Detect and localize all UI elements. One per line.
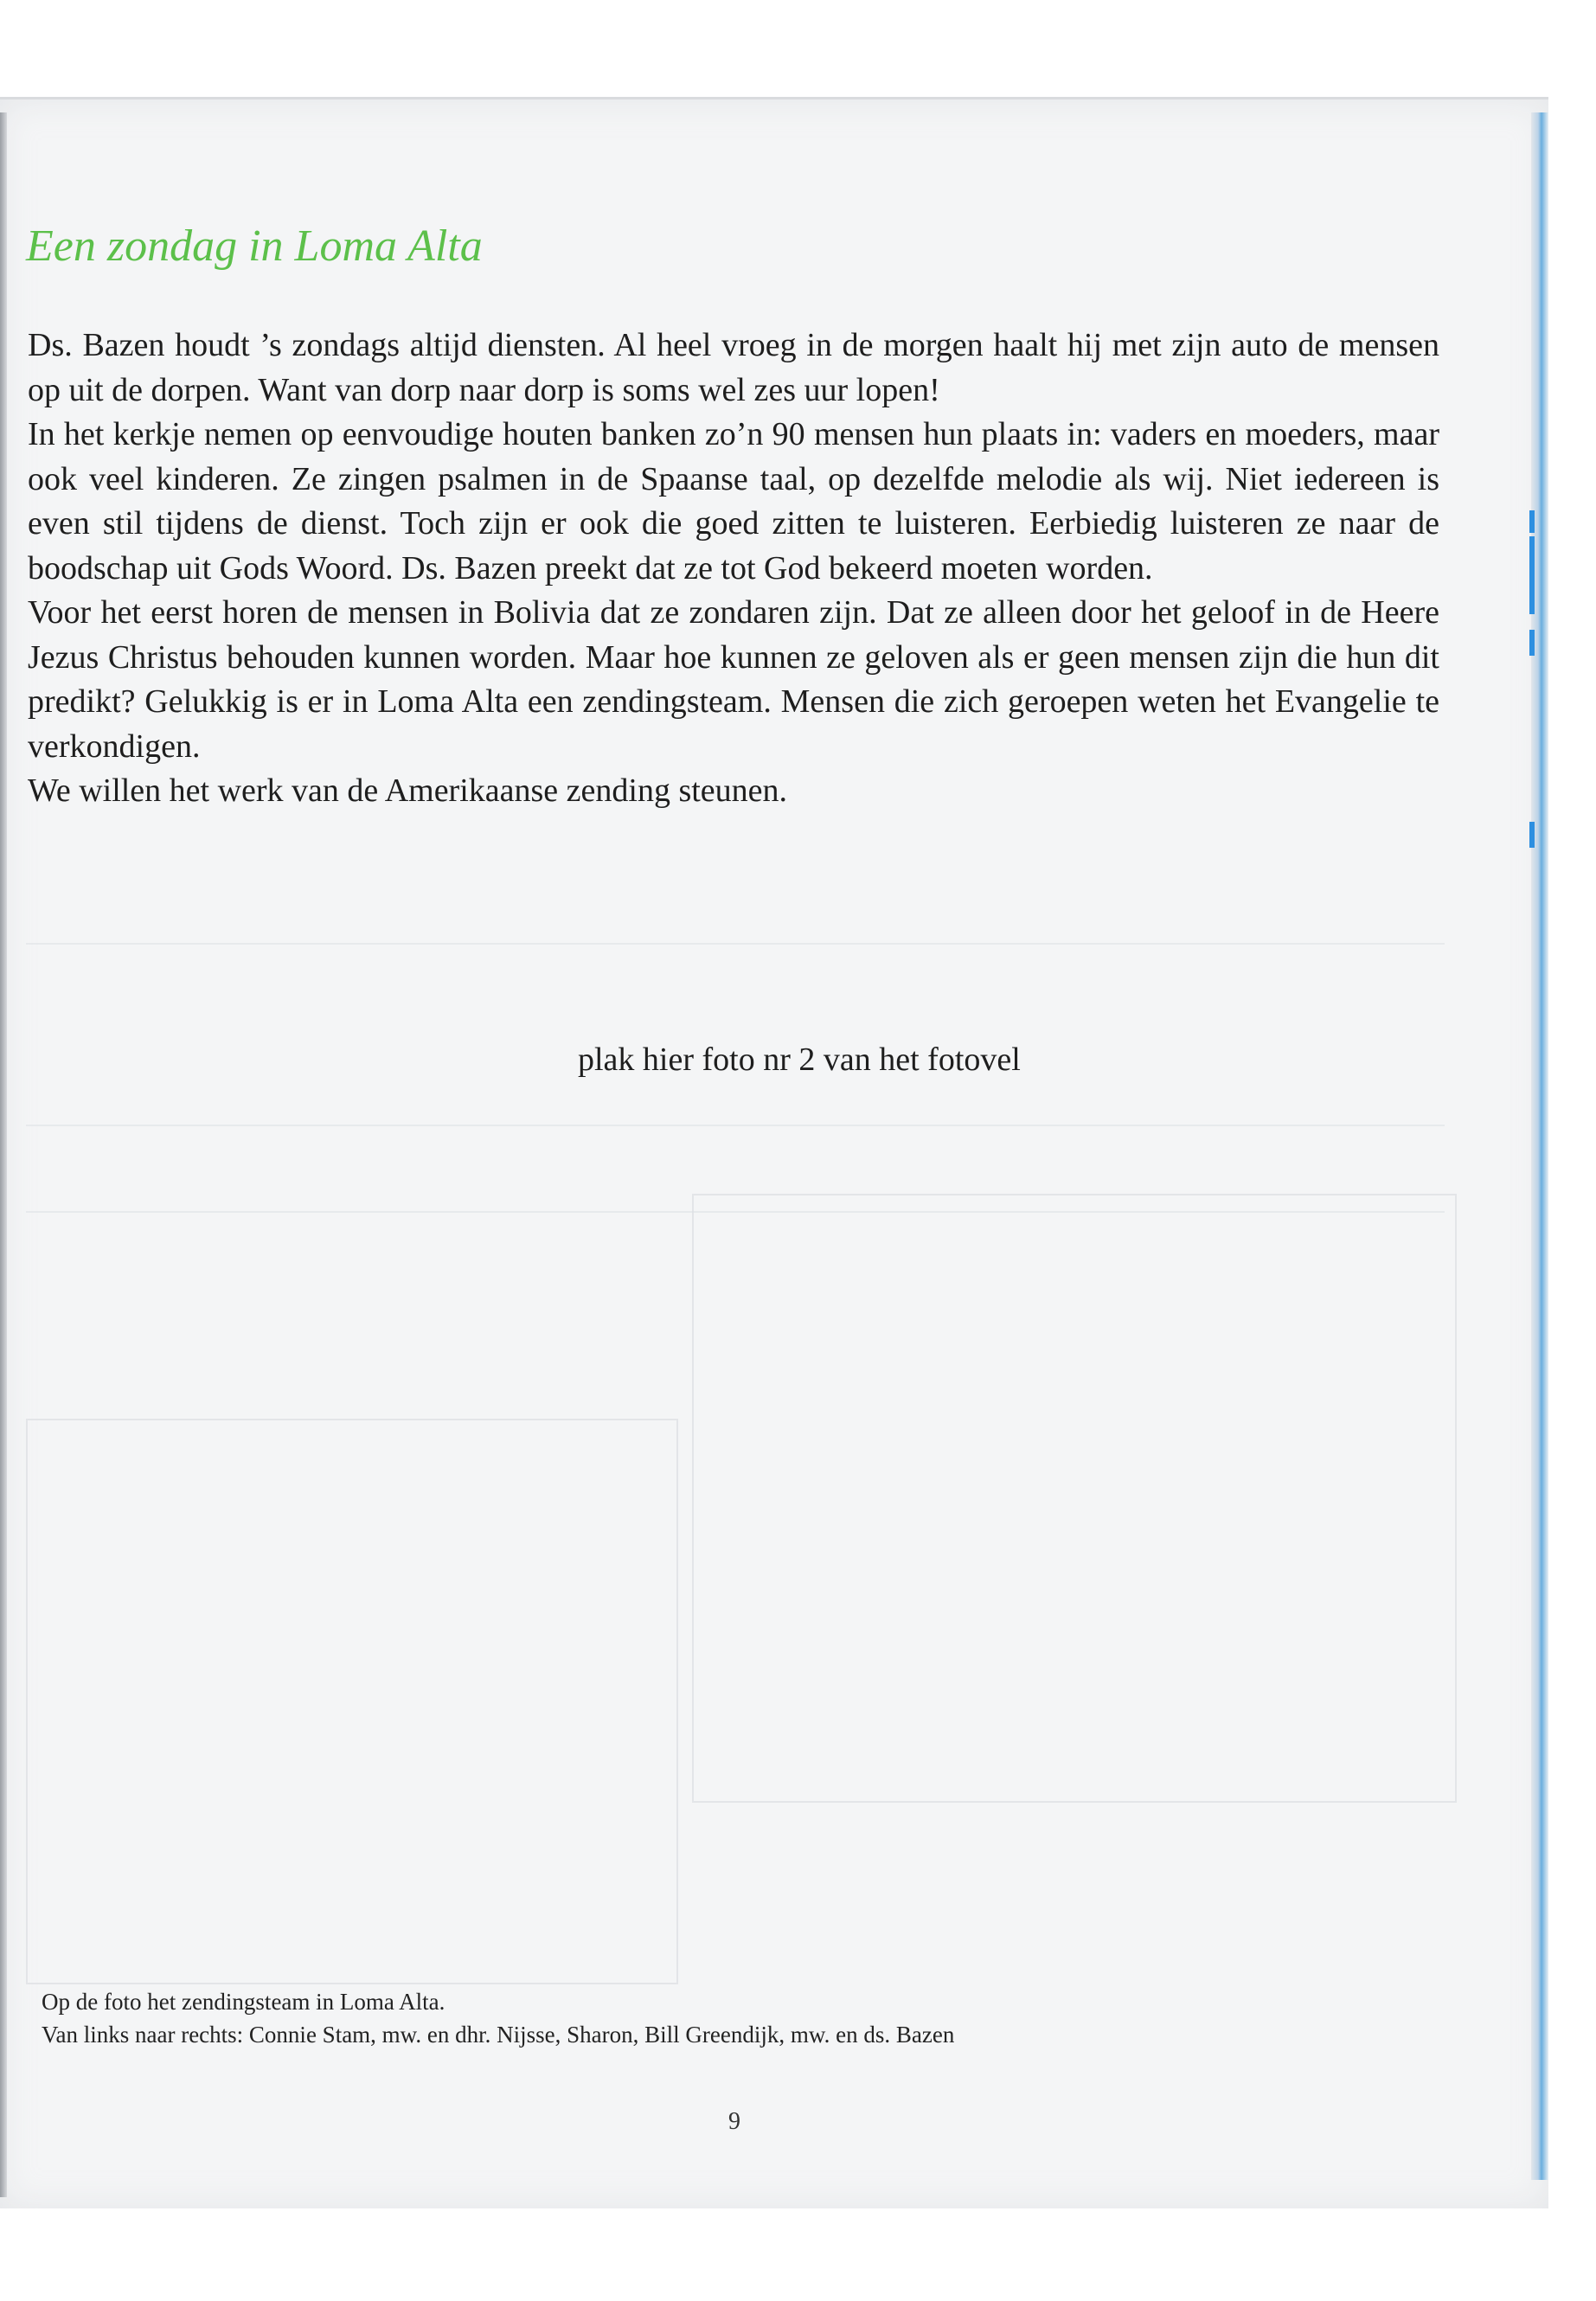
- paragraph: In het kerkje nemen op eenvoudige houten banken zo’n 90 mensen hun plaats in: vaders en moeders, maar ook veel kinderen. Ze zingen psalmen in de Spaanse taal, op dezelfde melodie als wij. Niet iedereen is even stil tijdens de dienst. Toch zijn er ook die goed zitten te luisteren. Eerbiedig luisteren ze naar de boodschap uit Gods Woord. Ds. Bazen preekt dat ze tot God bekeerd moeten worden.: [28, 416, 1439, 586]
- article-body: [28, 324, 1439, 814]
- photo-placeholder-text: plak hier foto nr 2 van het fotovel: [578, 1042, 1021, 1078]
- edge-accent-mark: [1529, 510, 1535, 533]
- paragraph: Ds. Bazen houdt ’s zondags altijd diensten. Al heel vroeg in de morgen haalt hij met zijn auto de mensen op uit de dorpen. Want van dorp naar dorp is soms wel zes uur lopen!: [28, 327, 1439, 408]
- edge-accent-mark: [1529, 630, 1535, 656]
- paragraph: Voor het eerst horen de mensen in Bolivia dat ze zondaren zijn. Dat ze alleen door het geloof in de Heere Jezus Christus behouden kunnen worden. Maar hoe kunnen ze geloven als er geen mensen zijn die hun dit predikt? Gelukkig is er in Loma Alta een zendingsteam. Mensen die zich geroepen weten het Evangelie te verkondigen.: [28, 594, 1439, 765]
- paragraph: We willen het werk van de Amerikaanse zending steunen.: [28, 772, 788, 809]
- edge-accent-mark: [1529, 822, 1535, 848]
- edge-accent-mark: [1529, 536, 1535, 614]
- page-number: 9: [728, 2108, 740, 2135]
- caption-line: Van links naar rechts: Connie Stam, mw. en dhr. Nijsse, Sharon, Bill Greendijk, mw. en ds. Bazen: [42, 2022, 955, 2048]
- page-left-edge: [0, 112, 7, 2197]
- photo-caption: [42, 1985, 954, 2051]
- page-title: Een zondag in Loma Alta: [26, 221, 483, 271]
- caption-line: Op de foto het zendingsteam in Loma Alta.: [42, 1989, 445, 2015]
- page-right-edge: [1531, 112, 1548, 2180]
